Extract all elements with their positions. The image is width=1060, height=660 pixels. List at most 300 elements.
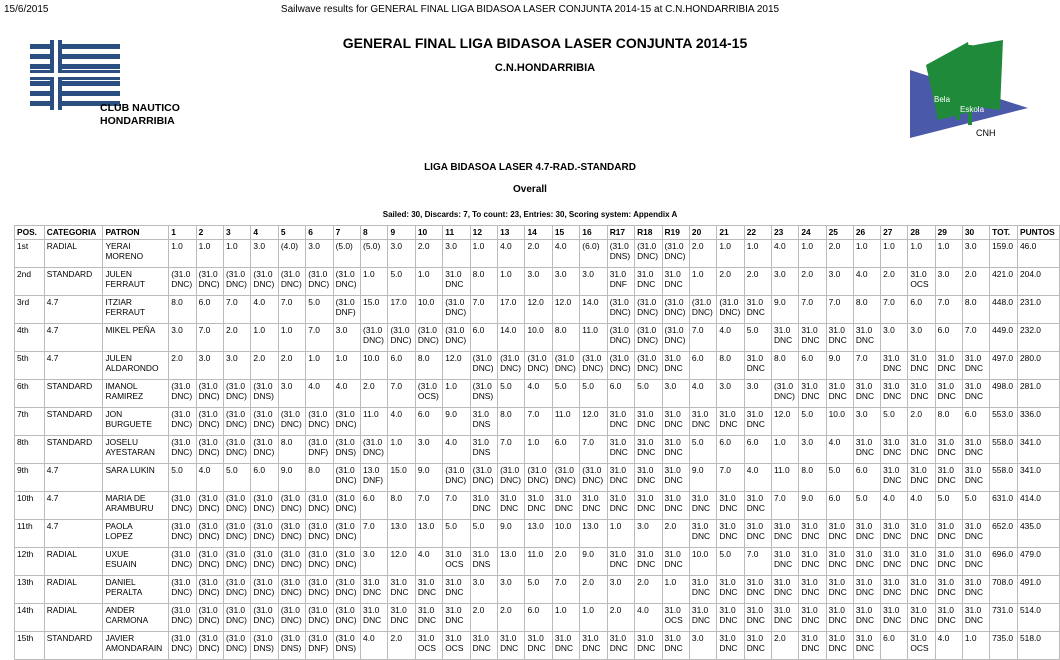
table-cell: 8.0: [552, 324, 579, 352]
table-cell: 31.0 DNC: [853, 380, 880, 408]
table-cell: IMANOL RAMIREZ: [103, 380, 169, 408]
table-row: [15, 632, 1060, 660]
table-cell: 4.0: [498, 240, 525, 268]
table-cell: RADIAL: [44, 548, 103, 576]
table-cell: 31.0 DNC: [799, 380, 826, 408]
table-cell: 31.0 DNC: [607, 492, 634, 520]
table-cell: 31.0 DNC: [935, 436, 962, 464]
table-cell: (31.0 DNC): [169, 492, 196, 520]
table-cell: 12th: [15, 548, 45, 576]
table-cell: 10.0: [361, 352, 388, 380]
table-cell: 479.0: [1018, 548, 1060, 576]
table-cell: 31.0 DNC: [826, 632, 853, 660]
table-cell: 491.0: [1018, 576, 1060, 604]
table-cell: (31.0 DNS): [470, 380, 497, 408]
table-cell: 3.0: [251, 240, 278, 268]
table-cell: 31.0 DNC: [799, 632, 826, 660]
table-cell: 31.0 DNC: [935, 464, 962, 492]
table-cell: 12.0: [525, 296, 552, 324]
table-cell: 159.0: [990, 240, 1018, 268]
table-cell: 3.0: [662, 380, 689, 408]
table-cell: 31.0 DNC: [908, 436, 935, 464]
table-cell: JAVIER AMONDARAIN: [103, 632, 169, 660]
column-header: 3: [224, 226, 251, 240]
column-header: 28: [908, 226, 935, 240]
table-cell: STANDARD: [44, 380, 103, 408]
table-cell: 6.0: [388, 352, 415, 380]
table-cell: 8.0: [771, 352, 798, 380]
column-header: 13: [498, 226, 525, 240]
table-cell: STANDARD: [44, 632, 103, 660]
table-cell: 15th: [15, 632, 45, 660]
table-cell: 31.0 OCS: [443, 548, 470, 576]
table-cell: 7.0: [799, 296, 826, 324]
table-cell: (31.0 DNC): [251, 436, 278, 464]
table-cell: 558.0: [990, 436, 1018, 464]
table-cell: 3.0: [388, 240, 415, 268]
table-cell: 4.0: [881, 492, 908, 520]
table-cell: 4.0: [689, 380, 716, 408]
table-cell: (31.0 DNS): [607, 240, 634, 268]
table-cell: 696.0: [990, 548, 1018, 576]
table-cell: (31.0 DNC): [333, 576, 360, 604]
table-cell: (31.0 DNC): [388, 324, 415, 352]
table-cell: 4.0: [443, 436, 470, 464]
table-cell: 11.0: [525, 548, 552, 576]
table-cell: (31.0 DNC): [635, 296, 662, 324]
table-cell: 9th: [15, 464, 45, 492]
table-cell: 31.0 DNC: [635, 408, 662, 436]
table-cell: (31.0 DNC): [333, 520, 360, 548]
table-cell: JULEN FERRAUT: [103, 268, 169, 296]
table-cell: 414.0: [1018, 492, 1060, 520]
table-cell: 31.0 DNC: [962, 548, 989, 576]
table-cell: 4.0: [196, 464, 223, 492]
table-cell: 553.0: [990, 408, 1018, 436]
table-cell: 31.0 DNC: [662, 268, 689, 296]
table-cell: 731.0: [990, 604, 1018, 632]
table-cell: 13th: [15, 576, 45, 604]
table-cell: 31.0 DNC: [935, 380, 962, 408]
table-cell: 31.0 DNC: [799, 548, 826, 576]
table-cell: (31.0 DNC): [169, 268, 196, 296]
table-cell: 9.0: [799, 492, 826, 520]
table-cell: 7.0: [498, 436, 525, 464]
table-cell: (31.0 DNC): [552, 352, 579, 380]
table-cell: 31.0 DNC: [662, 464, 689, 492]
table-cell: 2.0: [689, 240, 716, 268]
table-cell: 8.0: [169, 296, 196, 324]
table-cell: 31.0 DNC: [635, 268, 662, 296]
table-cell: 31.0 DNC: [826, 324, 853, 352]
table-cell: (31.0 DNS): [333, 436, 360, 464]
table-cell: (31.0 DNS): [278, 632, 305, 660]
table-cell: 7.0: [552, 576, 579, 604]
table-row: [15, 408, 1060, 436]
table-cell: 31.0 DNC: [498, 492, 525, 520]
table-cell: 5.0: [826, 464, 853, 492]
table-cell: 31.0 DNS: [470, 408, 497, 436]
column-header: CATEGORIA: [44, 226, 103, 240]
table-cell: 31.0 DNC: [935, 604, 962, 632]
table-cell: (31.0 DNC): [224, 632, 251, 660]
table-cell: (31.0 DNC): [333, 548, 360, 576]
table-cell: 31.0 OCS: [908, 268, 935, 296]
table-cell: 31.0 DNC: [635, 464, 662, 492]
table-cell: 4.0: [853, 268, 880, 296]
club-name-line1: CLUB NAUTICO: [100, 102, 180, 114]
table-cell: 8.0: [853, 296, 880, 324]
table-cell: (31.0 DNC): [196, 268, 223, 296]
table-cell: (31.0 DNC): [306, 408, 333, 436]
table-cell: (31.0 DNC): [662, 296, 689, 324]
table-cell: (31.0 DNC): [251, 548, 278, 576]
table-cell: (31.0 DNC): [196, 436, 223, 464]
table-cell: 31.0 DNC: [443, 268, 470, 296]
table-cell: 421.0: [990, 268, 1018, 296]
table-cell: 15.0: [361, 296, 388, 324]
table-cell: 231.0: [1018, 296, 1060, 324]
table-cell: (31.0 DNC): [278, 520, 305, 548]
table-cell: 7.0: [470, 296, 497, 324]
table-cell: 31.0 DNC: [717, 492, 744, 520]
table-cell: (31.0 DNC): [169, 604, 196, 632]
table-cell: 6.0: [361, 492, 388, 520]
table-cell: 31.0 DNC: [826, 548, 853, 576]
table-cell: 6.0: [689, 352, 716, 380]
table-cell: (31.0 DNC): [278, 576, 305, 604]
table-cell: 31.0 DNC: [881, 380, 908, 408]
table-cell: (31.0 DNC): [333, 408, 360, 436]
column-header: 14: [525, 226, 552, 240]
table-cell: 31.0 DNC: [881, 436, 908, 464]
table-row: [15, 380, 1060, 408]
table-cell: 13.0: [388, 520, 415, 548]
table-cell: 31.0 DNC: [799, 520, 826, 548]
table-cell: 8.0: [306, 464, 333, 492]
table-cell: (31.0 DNC): [224, 492, 251, 520]
bela-eskola-logo: [908, 40, 1033, 150]
table-cell: 13.0: [580, 520, 607, 548]
table-cell: PAOLA LOPEZ: [103, 520, 169, 548]
table-cell: 31.0 DNC: [826, 520, 853, 548]
table-cell: 11th: [15, 520, 45, 548]
table-cell: DANIEL PERALTA: [103, 576, 169, 604]
table-cell: (31.0 DNS): [251, 632, 278, 660]
table-cell: 31.0 DNC: [908, 464, 935, 492]
table-cell: 4th: [15, 324, 45, 352]
table-cell: (31.0 DNC): [443, 324, 470, 352]
club-nautico-logo: [30, 40, 180, 135]
table-cell: 6.0: [881, 632, 908, 660]
table-cell: 12.0: [443, 352, 470, 380]
column-header: 16: [580, 226, 607, 240]
table-cell: (31.0 DNC): [607, 324, 634, 352]
table-cell: 4.0: [908, 492, 935, 520]
table-cell: 3.0: [580, 268, 607, 296]
table-cell: (31.0 DNC): [635, 352, 662, 380]
sailed-summary: Sailed: 30, Discards: 7, To count: 23, Entries: 30, Scoring system: Appendix A: [382, 210, 678, 219]
table-cell: 31.0 DNC: [635, 632, 662, 660]
table-cell: JULEN ALDARONDO: [103, 352, 169, 380]
table-cell: (31.0 DNC): [717, 296, 744, 324]
table-cell: 31.0 DNC: [525, 492, 552, 520]
table-cell: 31.0 DNC: [771, 548, 798, 576]
table-cell: 46.0: [1018, 240, 1060, 268]
table-cell: 1.0: [361, 268, 388, 296]
overall-label: Overall: [513, 184, 547, 195]
table-cell: 6.0: [415, 408, 442, 436]
table-cell: 31.0 DNC: [853, 548, 880, 576]
table-cell: 7.0: [443, 492, 470, 520]
table-cell: 31.0 DNC: [443, 576, 470, 604]
table-cell: 2.0: [552, 548, 579, 576]
table-cell: JOSELU AYESTARAN: [103, 436, 169, 464]
table-cell: 31.0 DNC: [744, 632, 771, 660]
table-cell: (31.0 DNC): [251, 604, 278, 632]
table-cell: 2.0: [361, 380, 388, 408]
table-cell: (5.0): [333, 240, 360, 268]
table-cell: MARIA DE ARAMBURU: [103, 492, 169, 520]
table-cell: (31.0 DNC): [169, 576, 196, 604]
table-cell: 7.0: [881, 296, 908, 324]
table-cell: 10.0: [826, 408, 853, 436]
table-cell: (4.0): [278, 240, 305, 268]
table-cell: 5th: [15, 352, 45, 380]
table-cell: 4.7: [44, 296, 103, 324]
table-cell: (31.0 DNC): [196, 604, 223, 632]
table-cell: RADIAL: [44, 240, 103, 268]
table-cell: JON BURGUETE: [103, 408, 169, 436]
table-cell: 2.0: [662, 520, 689, 548]
table-cell: 1.0: [908, 240, 935, 268]
table-cell: (31.0 DNC): [415, 324, 442, 352]
table-cell: (31.0 DNC): [306, 548, 333, 576]
column-header: 7: [333, 226, 360, 240]
column-header: 27: [881, 226, 908, 240]
table-cell: 7.0: [935, 296, 962, 324]
table-cell: 3.0: [361, 548, 388, 576]
table-cell: 7.0: [826, 296, 853, 324]
table-cell: 31.0 DNC: [771, 324, 798, 352]
table-cell: 7.0: [744, 548, 771, 576]
table-cell: 17.0: [388, 296, 415, 324]
table-cell: 2.0: [962, 268, 989, 296]
table-cell: 31.0 DNC: [635, 436, 662, 464]
table-cell: 2.0: [580, 576, 607, 604]
table-cell: 8.0: [799, 464, 826, 492]
table-cell: 6.0: [196, 296, 223, 324]
table-cell: (31.0 DNC): [498, 352, 525, 380]
table-cell: 6.0: [744, 436, 771, 464]
table-cell: 31.0 DNC: [498, 632, 525, 660]
table-cell: 9.0: [826, 352, 853, 380]
table-cell: 2.0: [470, 604, 497, 632]
table-row: [15, 492, 1060, 520]
table-cell: 31.0 DNC: [962, 604, 989, 632]
table-cell: 3.0: [826, 268, 853, 296]
table-cell: (31.0 DNC): [224, 408, 251, 436]
table-cell: 31.0 DNC: [744, 576, 771, 604]
table-cell: 31.0 DNC: [771, 520, 798, 548]
table-cell: 2.0: [607, 604, 634, 632]
table-cell: 7.0: [525, 408, 552, 436]
table-cell: (31.0 DNC): [361, 436, 388, 464]
table-cell: 31.0 DNC: [662, 408, 689, 436]
table-cell: 497.0: [990, 352, 1018, 380]
table-cell: 31.0 DNC: [607, 436, 634, 464]
table-cell: 10th: [15, 492, 45, 520]
table-cell: 7th: [15, 408, 45, 436]
table-cell: 31.0 DNC: [717, 520, 744, 548]
table-row: [15, 268, 1060, 296]
table-cell: (31.0 DNC): [580, 464, 607, 492]
table-cell: 8.0: [388, 492, 415, 520]
table-cell: 3.0: [333, 324, 360, 352]
table-cell: 2.0: [251, 352, 278, 380]
table-cell: (31.0 DNC): [196, 548, 223, 576]
table-cell: 3.0: [470, 576, 497, 604]
table-cell: 514.0: [1018, 604, 1060, 632]
table-cell: SARA LUKIN: [103, 464, 169, 492]
table-cell: RADIAL: [44, 576, 103, 604]
table-cell: (31.0 DNC): [498, 464, 525, 492]
table-cell: 6.0: [962, 408, 989, 436]
table-cell: (31.0 DNC): [169, 520, 196, 548]
table-cell: 14th: [15, 604, 45, 632]
table-cell: 9.0: [498, 520, 525, 548]
table-cell: 4.7: [44, 520, 103, 548]
column-header: 6: [306, 226, 333, 240]
table-cell: (31.0 DNC): [278, 408, 305, 436]
table-cell: 6th: [15, 380, 45, 408]
table-cell: (31.0 DNC): [196, 576, 223, 604]
table-cell: 8.0: [498, 408, 525, 436]
table-cell: 15.0: [388, 464, 415, 492]
table-cell: UXUE ESUAIN: [103, 548, 169, 576]
table-cell: 1.0: [689, 268, 716, 296]
table-cell: 3rd: [15, 296, 45, 324]
table-cell: 2.0: [881, 268, 908, 296]
table-cell: 2nd: [15, 268, 45, 296]
column-header: PATRON: [103, 226, 169, 240]
table-cell: 1.0: [169, 240, 196, 268]
table-cell: 31.0 DNC: [908, 576, 935, 604]
table-cell: 2.0: [498, 604, 525, 632]
table-cell: 5.0: [169, 464, 196, 492]
table-cell: 31.0 DNC: [853, 604, 880, 632]
table-cell: 3.0: [169, 324, 196, 352]
column-header: 30: [962, 226, 989, 240]
table-cell: 8.0: [935, 408, 962, 436]
table-cell: (31.0 DNC): [169, 408, 196, 436]
table-cell: (31.0 DNC): [306, 268, 333, 296]
table-cell: (31.0 DNC): [771, 380, 798, 408]
table-cell: 4.0: [826, 436, 853, 464]
table-row: [15, 548, 1060, 576]
table-cell: 2.0: [744, 268, 771, 296]
table-cell: 4.0: [251, 296, 278, 324]
table-cell: 336.0: [1018, 408, 1060, 436]
table-cell: (31.0 DNC): [169, 436, 196, 464]
table-cell: 6.0: [853, 464, 880, 492]
table-cell: 31.0 DNC: [388, 576, 415, 604]
table-cell: 11.0: [771, 464, 798, 492]
table-cell: 1.0: [881, 240, 908, 268]
table-cell: 2.0: [799, 268, 826, 296]
table-cell: (31.0 DNC): [224, 380, 251, 408]
table-cell: 281.0: [1018, 380, 1060, 408]
table-cell: 31.0 DNC: [552, 632, 579, 660]
column-header: TOT.: [990, 226, 1018, 240]
bela-text: Bela: [934, 95, 951, 104]
table-cell: 11.0: [361, 408, 388, 436]
table-cell: 341.0: [1018, 436, 1060, 464]
table-cell: 1.0: [580, 604, 607, 632]
table-cell: 5.0: [635, 380, 662, 408]
table-cell: (31.0 DNC): [306, 492, 333, 520]
table-cell: (31.0 DNF): [306, 436, 333, 464]
table-cell: 12.0: [771, 408, 798, 436]
table-cell: 4.0: [388, 408, 415, 436]
table-cell: 6.0: [525, 604, 552, 632]
table-cell: 31.0 DNC: [662, 436, 689, 464]
table-cell: 1.0: [278, 324, 305, 352]
table-cell: 31.0 DNC: [908, 520, 935, 548]
table-cell: 4.7: [44, 324, 103, 352]
table-cell: 31.0 DNC: [689, 408, 716, 436]
table-cell: 6.0: [607, 380, 634, 408]
table-cell: 31.0 DNC: [935, 520, 962, 548]
table-cell: 31.0 DNC: [361, 604, 388, 632]
table-cell: 4.7: [44, 492, 103, 520]
table-cell: 1.0: [744, 240, 771, 268]
table-cell: 449.0: [990, 324, 1018, 352]
table-cell: (31.0 DNC): [306, 520, 333, 548]
table-cell: 7.0: [388, 380, 415, 408]
table-cell: (31.0 DNC): [333, 492, 360, 520]
table-cell: (31.0 DNC): [224, 604, 251, 632]
table-cell: (31.0 DNC): [251, 576, 278, 604]
table-cell: 204.0: [1018, 268, 1060, 296]
column-header: 24: [799, 226, 826, 240]
table-cell: 31.0 DNC: [826, 380, 853, 408]
table-cell: 31.0 DNC: [853, 324, 880, 352]
table-cell: 232.0: [1018, 324, 1060, 352]
table-cell: 31.0 DNC: [443, 604, 470, 632]
table-cell: 10.0: [689, 548, 716, 576]
table-cell: 31.0 DNC: [826, 576, 853, 604]
table-cell: (31.0 DNC): [635, 324, 662, 352]
table-cell: (31.0 DNC): [607, 296, 634, 324]
table-cell: (31.0 DNC): [443, 296, 470, 324]
table-cell: 2.0: [224, 324, 251, 352]
table-cell: 3.0: [744, 380, 771, 408]
table-cell: (31.0 DNF): [306, 632, 333, 660]
table-cell: 1.0: [799, 240, 826, 268]
page-header: Sailwave results for GENERAL FINAL LIGA BIDASOA LASER CONJUNTA 2014-15 at C.N.HONDARRIBIA 2015: [280, 4, 780, 15]
sail-icon: [908, 40, 1033, 150]
table-cell: 1.0: [717, 240, 744, 268]
column-header: 5: [278, 226, 305, 240]
table-cell: 13.0: [415, 520, 442, 548]
table-cell: 1.0: [853, 240, 880, 268]
table-cell: 8.0: [415, 352, 442, 380]
table-cell: 31.0 DNC: [744, 352, 771, 380]
table-cell: 31.0 DNC: [662, 632, 689, 660]
table-cell: 7.0: [361, 520, 388, 548]
table-cell: 9.0: [580, 548, 607, 576]
